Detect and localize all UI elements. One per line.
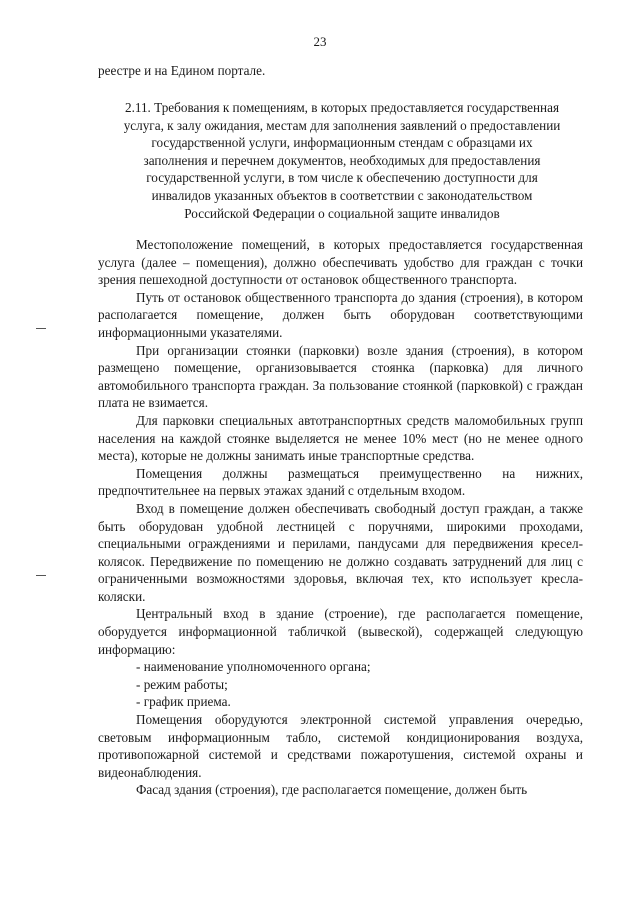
page-number: 23	[313, 34, 327, 49]
list-item: - график приема.	[136, 694, 231, 710]
paragraph: При организации стоянки (парковки) возле здания (строения), в котором размещено помещение, организовывается стоянка (парковка) для личного автомобильного транспорта граждан. За пользование стоянкой (парковкой) с граждан плата не взимается.	[98, 342, 583, 411]
margin-mark	[36, 575, 46, 576]
paragraph: Центральный вход в здание (строение), где располагается помещение, оборудуется информационной табличкой (вывеской), содержащей следующую информацию:	[98, 606, 583, 657]
paragraph: Для парковки специальных автотранспортных средств маломобильных групп населения на каждой стоянке выделяется не менее 10% мест (но не менее одного места), которые не должны занимать иные транспортные средства.	[98, 412, 583, 464]
paragraph: Помещения оборудуются электронной системой управления очередью, световым информационным табло, системой кондиционирования воздуха, противопожарной системой и средствами пожаротушения, системой охраны и видеонаблюдения.	[98, 712, 583, 780]
body-text	[98, 236, 583, 799]
margin-mark	[36, 328, 46, 329]
intro-line: реестре и на Едином портале.	[98, 63, 266, 78]
paragraph: Фасад здания (строения), где располагается помещение, должен быть	[136, 782, 528, 798]
section-heading: 2.11. Требования к помещениям, в которых предоставляется государственная услуга, к залу ожидания, местам для заполнения заявлений о предоставлении государственной услуги, информационным стендам с образцами их заполнения и перечнем документов, необходимых для предоставления государственной услуги, в том числе к обеспечению доступности для инвалидов указанных объектов в соответствии с законодательством Российской Федерации о социальной защите инвалидов	[123, 100, 561, 221]
paragraph: Местоположение помещений, в которых предоставляется государственная услуга (далее – помещения), должно обеспечивать удобство для граждан с точки зрения пешеходной доступности от остановок общественного транспорта.	[98, 237, 583, 288]
paragraph: Помещения должны размещаться преимущественно на нижних, предпочтительнее на первых этажах зданий с отдельным входом.	[98, 465, 583, 499]
intro-line-block	[98, 62, 583, 80]
paragraph: Вход в помещение должен обеспечивать свободный доступ граждан, а также быть оборудован удобной лестницей с поручнями, широкими проходами, специальными ограждениями и перилами, пандусами для передвижения кресел-колясок. Передвижение по помещению не должно создавать затруднений для лиц с ограниченными возможностями здоровья, включая тех, кто использует кресла-коляски.	[98, 500, 583, 604]
list-item: - наименование уполномоченного органа;	[136, 659, 371, 675]
paragraph: Путь от остановок общественного транспорта до здания (строения), в котором располагается помещение, должен быть оборудован соответствующими информационными указателями.	[98, 289, 583, 340]
list-item: - режим работы;	[136, 676, 228, 692]
